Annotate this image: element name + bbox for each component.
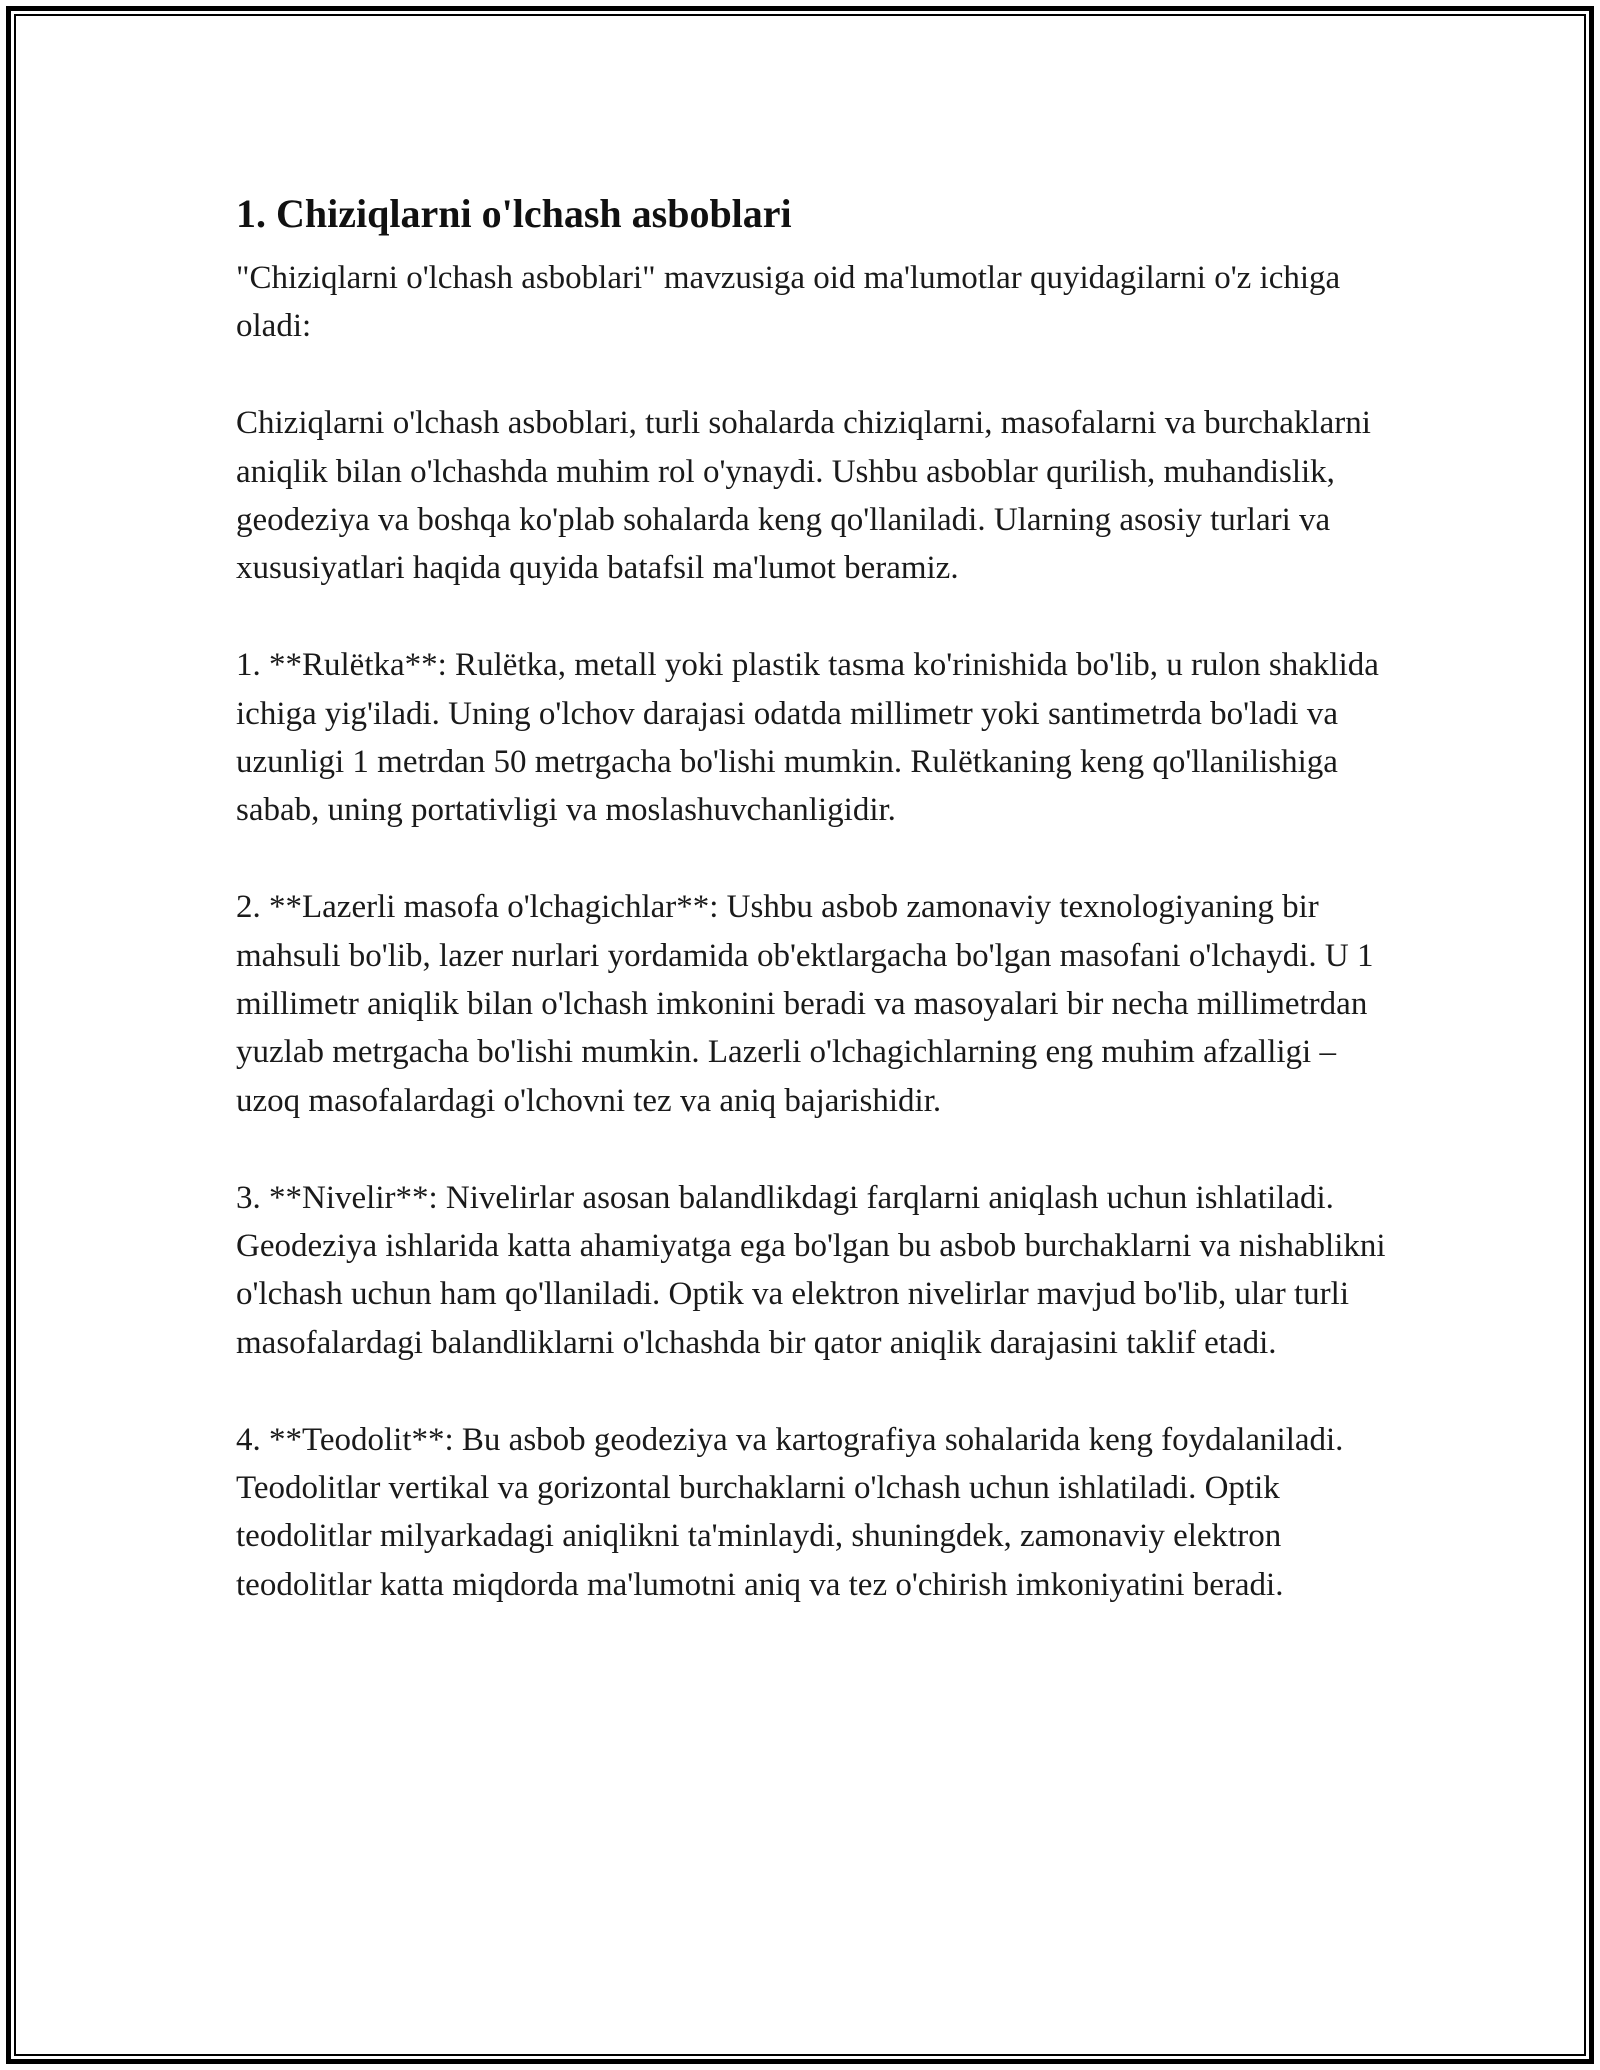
document-title: 1. Chiziqlarni o'lchash asboblari <box>236 191 792 236</box>
overview-paragraph: Chiziqlarni o'lchash asboblari, turli sohalarda chiziqlarni, masofalarni va burchaklarni aniqlik bilan o'lchashda muhim rol o'ynaydi. Ushbu asboblar qurilish, muhandislik, geodeziya va boshqa ko'plab sohalarda keng qo'llaniladi. Ularning asosiy turlari va xususiyatlari haqida quyida batafsil ma'lumot beramiz. <box>236 405 1371 587</box>
document-body <box>236 186 1386 1658</box>
item-ruletka: 1. **Rulëtka**: Rulëtka, metall yoki plastik tasma ko'rinishida bo'lib, u rulon shaklida ichiga yig'iladi. Uning o'lchov darajasi odatda millimetr yoki santimetrda bo'ladi va uzunligi 1 metrdan 50 metrgacha bo'lishi mumkin. Rulëtkaning keng qo'llanilishiga sabab, uning portativligi va moslashuvchanligidir. <box>236 647 1379 829</box>
item-nivelir: 3. **Nivelir**: Nivelirlar asosan balandlikdagi farqlarni aniqlash uchun ishlatiladi. Geodeziya ishlarida katta ahamiyatga ega bo'lgan bu asbob burchaklarni va nishablikni o'lchash uchun ham qo'llaniladi. Optik va elektron nivelirlar mavjud bo'lib, ular turli masofalardagi balandliklarni o'lchashda bir qator aniqlik darajasini taklif etadi. <box>236 1179 1386 1361</box>
intro-paragraph: "Chiziqlarni o'lchash asboblari" mavzusiga oid ma'lumotlar quyidagilarni o'z ichiga oladi: <box>236 260 1341 345</box>
item-teodolit: 4. **Teodolit**: Bu asbob geodeziya va kartografiya sohalarida keng foydalaniladi. Teodolitlar vertikal va gorizontal burchaklarni o'lchash uchun ishlatiladi. Optik teodolitlar milyarkadagi aniqlikni ta'minlaydi, shuningdek, zamonaviy elektron teodolitlar katta miqdorda ma'lumotni aniq va tez o'chirish imkoniyatini beradi. <box>236 1421 1344 1603</box>
item-lazer-olchagich: 2. **Lazerli masofa o'lchagichlar**: Ushbu asbob zamonaviy texnologiyaning bir mahsuli bo'lib, lazer nurlari yordamida ob'ektlargacha bo'lgan masofani o'lchaydi. U 1 millimetr aniqlik bilan o'lchash imkonini beradi va masoyalari bir necha millimetrdan yuzlab metrgacha bo'lishi mumkin. Lazerli o'lchagichlarning eng muhim afzalligi – uzoq masofalardagi o'lchovni tez va aniq bajarishidir. <box>236 889 1374 1119</box>
